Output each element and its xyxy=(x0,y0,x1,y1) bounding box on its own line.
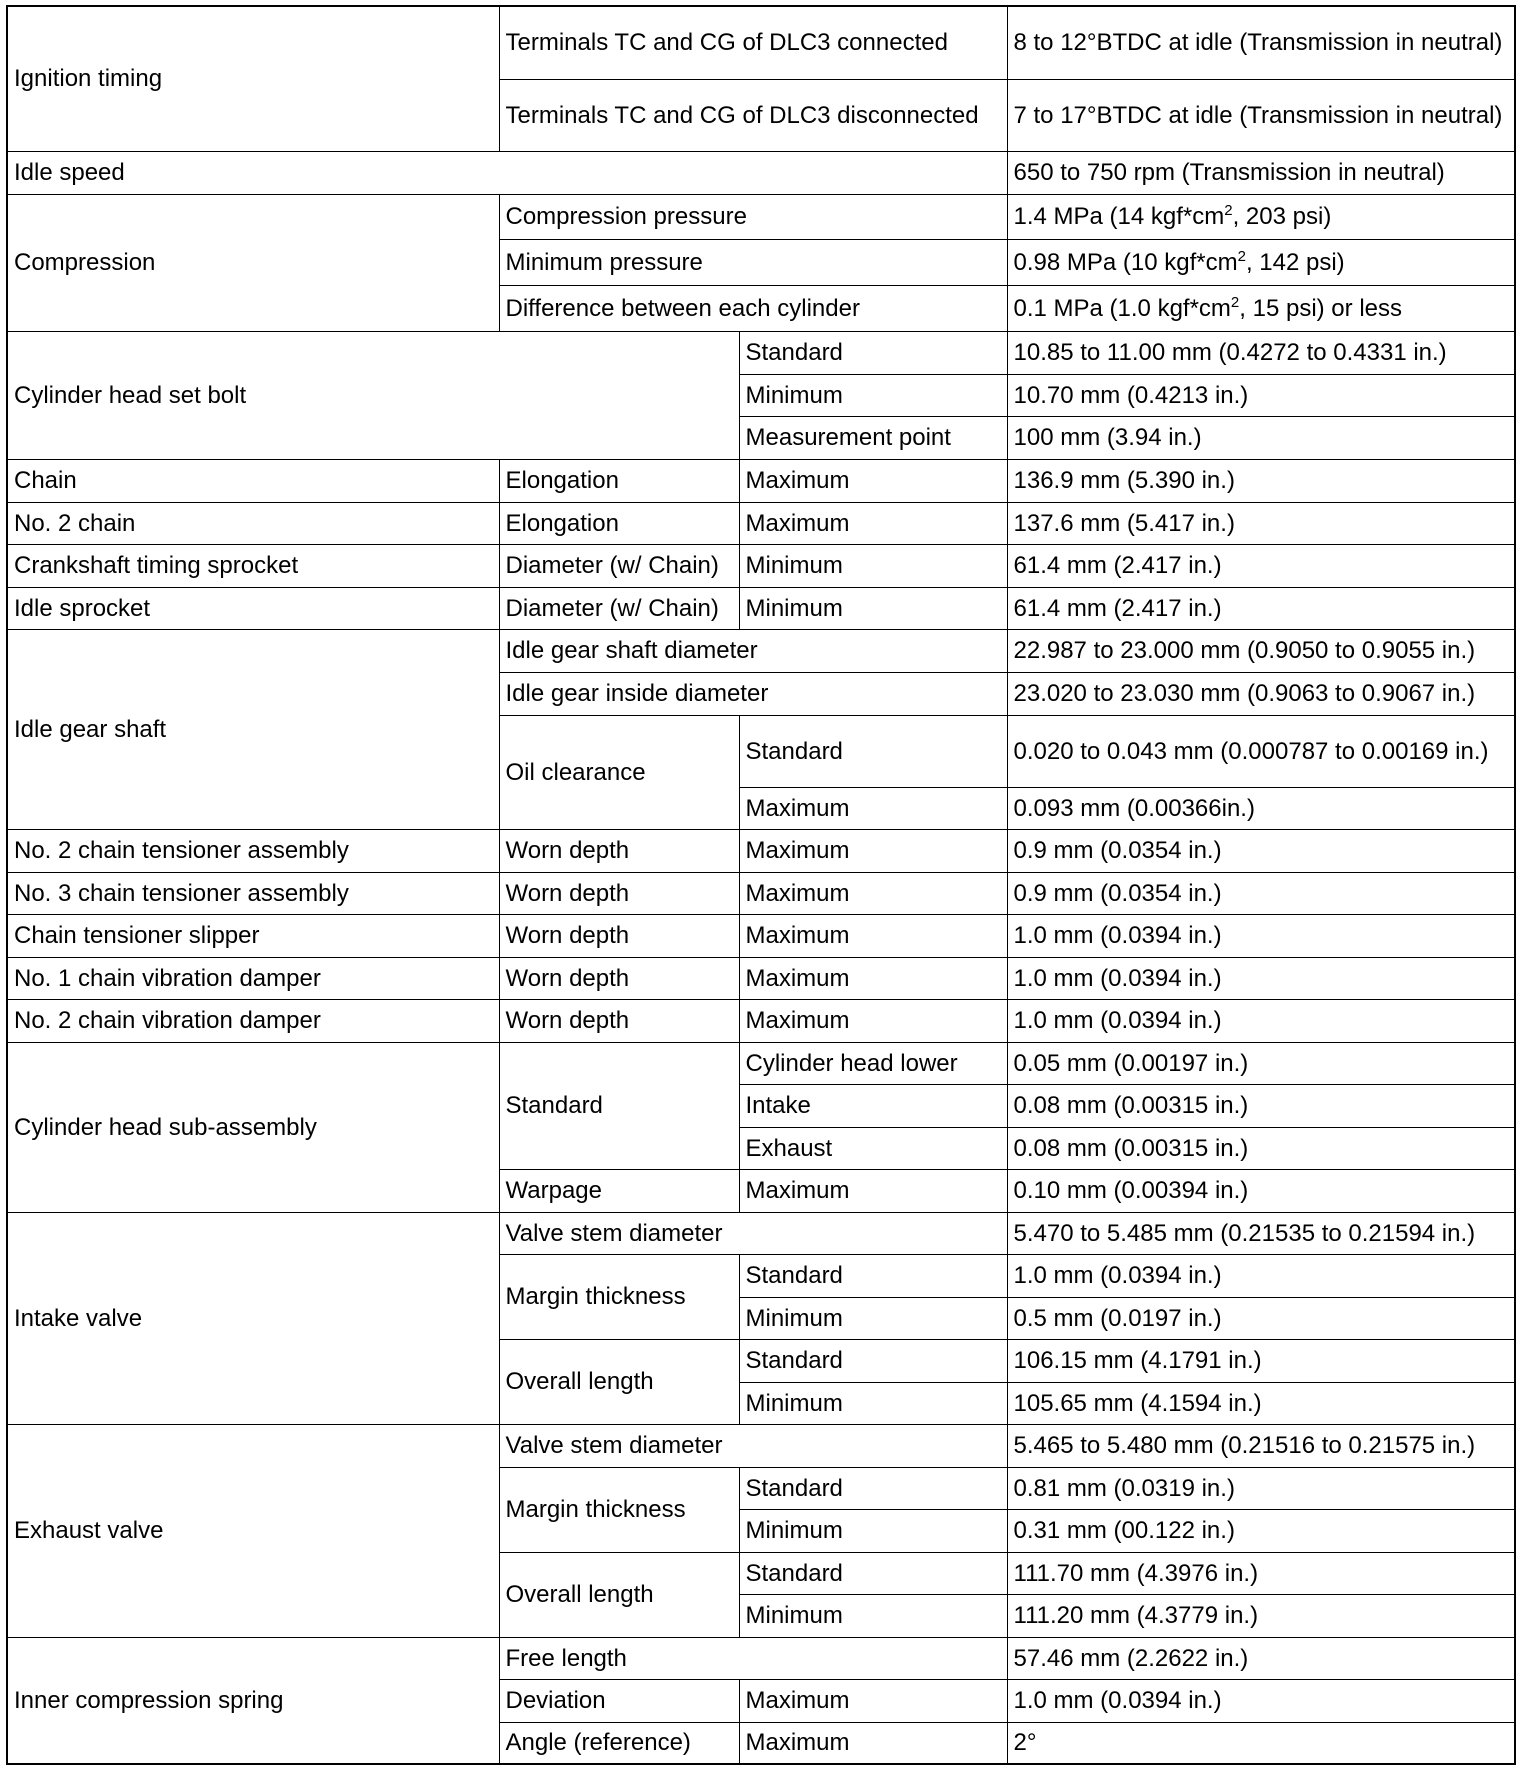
table-row xyxy=(7,872,1515,914)
oil-clearance-maximum-value: 0.093 mm (0.00366in.) xyxy=(1007,787,1515,829)
table-row xyxy=(7,331,1515,374)
dlc3-disconnected-condition: Terminals TC and CG of DLC3 disconnected xyxy=(499,79,1007,151)
dlc3-connected-condition: Terminals TC and CG of DLC3 connected xyxy=(499,6,1007,79)
idle-sprocket-label: Idle sprocket xyxy=(7,587,499,629)
angle-value: 2° xyxy=(1007,1722,1515,1764)
compression-pressure-label: Compression pressure xyxy=(499,194,1007,239)
exhaust-margin-min-value: 0.31 mm (00.122 in.) xyxy=(1007,1509,1515,1552)
exhaust-margin-min-label: Minimum xyxy=(739,1509,1007,1552)
chain-value: 136.9 mm (5.390 in.) xyxy=(1007,459,1515,502)
damper1-value: 1.0 mm (0.0394 in.) xyxy=(1007,957,1515,999)
exhaust-margin-std-value: 0.81 mm (0.0319 in.) xyxy=(1007,1467,1515,1509)
idle-sprocket-item: Diameter (w/ Chain) xyxy=(499,587,739,629)
dlc3-connected-value: 8 to 12°BTDC at idle (Transmission in neutral) xyxy=(1007,6,1515,79)
table-row xyxy=(7,502,1515,544)
head-exhaust-label: Exhaust xyxy=(739,1127,1007,1169)
intake-margin-min-value: 0.5 mm (0.0197 in.) xyxy=(1007,1297,1515,1339)
chain-limit: Maximum xyxy=(739,459,1007,502)
measurement-point-label: Measurement point xyxy=(739,416,1007,459)
intake-margin-label: Margin thickness xyxy=(499,1254,739,1339)
intake-margin-std-value: 1.0 mm (0.0394 in.) xyxy=(1007,1254,1515,1297)
intake-length-std-label: Standard xyxy=(739,1339,1007,1382)
table-row xyxy=(7,1424,1515,1467)
table-row xyxy=(7,1042,1515,1084)
cylinder-difference-value: 0.1 MPa (1.0 $kgf*cm^2$, 15 psi) or less xyxy=(1007,285,1515,331)
damper1-label: No. 1 chain vibration damper xyxy=(7,957,499,999)
tensioner2-limit: Maximum xyxy=(739,829,1007,872)
table-row xyxy=(7,151,1515,194)
table-row xyxy=(7,587,1515,629)
head-lower-label: Cylinder head lower xyxy=(739,1042,1007,1084)
cylinder-difference-label: Difference between each cylinder xyxy=(499,285,1007,331)
minimum-pressure-label: Minimum pressure xyxy=(499,239,1007,285)
slipper-limit: Maximum xyxy=(739,914,1007,957)
chain2-item: Elongation xyxy=(499,502,739,544)
head-lower-value: 0.05 mm (0.00197 in.) xyxy=(1007,1042,1515,1084)
idle-gear-inside-label: Idle gear inside diameter xyxy=(499,672,1007,715)
idle-sprocket-limit: Minimum xyxy=(739,587,1007,629)
warpage-value: 0.10 mm (0.00394 in.) xyxy=(1007,1169,1515,1212)
slipper-label: Chain tensioner slipper xyxy=(7,914,499,957)
oil-clearance-standard-label: Standard xyxy=(739,715,1007,787)
oil-clearance-maximum-label: Maximum xyxy=(739,787,1007,829)
exhaust-valve-label: Exhaust valve xyxy=(7,1424,499,1637)
damper2-item: Worn depth xyxy=(499,999,739,1042)
ignition-timing-label: Ignition timing xyxy=(7,6,499,151)
exhaust-length-label: Overall length xyxy=(499,1552,739,1637)
intake-length-std-value: 106.15 mm (4.1791 in.) xyxy=(1007,1339,1515,1382)
tensioner2-item: Worn depth xyxy=(499,829,739,872)
head-intake-label: Intake xyxy=(739,1084,1007,1127)
idle-gear-shaft-label: Idle gear shaft diameter xyxy=(499,629,1007,672)
crank-sprocket-label: Crankshaft timing sprocket xyxy=(7,544,499,587)
intake-valve-label: Intake valve xyxy=(7,1212,499,1424)
idle-gear-label: Idle gear shaft xyxy=(7,629,499,829)
exhaust-length-min-label: Minimum xyxy=(739,1594,1007,1637)
table-row xyxy=(7,459,1515,502)
head-intake-value: 0.08 mm (0.00315 in.) xyxy=(1007,1084,1515,1127)
damper1-limit: Maximum xyxy=(739,957,1007,999)
head-bolt-minimum-value: 10.70 mm (0.4213 in.) xyxy=(1007,374,1515,416)
chain-label: Chain xyxy=(7,459,499,502)
tensioner3-limit: Maximum xyxy=(739,872,1007,914)
deviation-label: Deviation xyxy=(499,1679,739,1722)
crank-sprocket-item: Diameter (w/ Chain) xyxy=(499,544,739,587)
exhaust-stem-label: Valve stem diameter xyxy=(499,1424,1007,1467)
head-bolt-minimum-label: Minimum xyxy=(739,374,1007,416)
intake-length-min-label: Minimum xyxy=(739,1382,1007,1424)
table-row xyxy=(7,194,1515,239)
head-bolt-standard-value: 10.85 to 11.00 mm (0.4272 to 0.4331 in.) xyxy=(1007,331,1515,374)
exhaust-length-std-label: Standard xyxy=(739,1552,1007,1594)
crank-sprocket-limit: Minimum xyxy=(739,544,1007,587)
specification-table xyxy=(6,5,1516,1765)
exhaust-length-std-value: 111.70 mm (4.3976 in.) xyxy=(1007,1552,1515,1594)
damper1-item: Worn depth xyxy=(499,957,739,999)
compression-pressure-value: 1.4 MPa (14 $kgf*cm^2$, 203 psi) xyxy=(1007,194,1515,239)
damper2-limit: Maximum xyxy=(739,999,1007,1042)
intake-stem-value: 5.470 to 5.485 mm (0.21535 to 0.21594 in.) xyxy=(1007,1212,1515,1254)
deviation-limit: Maximum xyxy=(739,1679,1007,1722)
oil-clearance-standard-value: 0.020 to 0.043 mm (0.000787 to 0.00169 in.) xyxy=(1007,715,1515,787)
exhaust-length-min-value: 111.20 mm (4.3779 in.) xyxy=(1007,1594,1515,1637)
compression-label: Compression xyxy=(7,194,499,331)
idle-gear-shaft-value: 22.987 to 23.000 mm (0.9050 to 0.9055 in.) xyxy=(1007,629,1515,672)
exhaust-margin-std-label: Standard xyxy=(739,1467,1007,1509)
crank-sprocket-value: 61.4 mm (2.417 in.) xyxy=(1007,544,1515,587)
head-sub-standard-label: Standard xyxy=(499,1042,739,1169)
damper2-label: No. 2 chain vibration damper xyxy=(7,999,499,1042)
chain2-value: 137.6 mm (5.417 in.) xyxy=(1007,502,1515,544)
table-row xyxy=(7,629,1515,672)
warpage-limit: Maximum xyxy=(739,1169,1007,1212)
chain2-limit: Maximum xyxy=(739,502,1007,544)
intake-length-label: Overall length xyxy=(499,1339,739,1424)
table-row xyxy=(7,1637,1515,1679)
idle-sprocket-value: 61.4 mm (2.417 in.) xyxy=(1007,587,1515,629)
idle-speed-label: Idle speed xyxy=(7,151,1007,194)
exhaust-margin-label: Margin thickness xyxy=(499,1467,739,1552)
intake-stem-label: Valve stem diameter xyxy=(499,1212,1007,1254)
tensioner3-item: Worn depth xyxy=(499,872,739,914)
slipper-value: 1.0 mm (0.0394 in.) xyxy=(1007,914,1515,957)
chain-item: Elongation xyxy=(499,459,739,502)
table-row xyxy=(7,914,1515,957)
table-row xyxy=(7,6,1515,79)
idle-gear-inside-value: 23.020 to 23.030 mm (0.9063 to 0.9067 in.) xyxy=(1007,672,1515,715)
angle-limit: Maximum xyxy=(739,1722,1007,1764)
intake-margin-min-label: Minimum xyxy=(739,1297,1007,1339)
free-length-label: Free length xyxy=(499,1637,1007,1679)
measurement-point-value: 100 mm (3.94 in.) xyxy=(1007,416,1515,459)
tensioner3-label: No. 3 chain tensioner assembly xyxy=(7,872,499,914)
table-row xyxy=(7,829,1515,872)
tensioner2-value: 0.9 mm (0.0354 in.) xyxy=(1007,829,1515,872)
exhaust-stem-value: 5.465 to 5.480 mm (0.21516 to 0.21575 in.) xyxy=(1007,1424,1515,1467)
head-sub-label: Cylinder head sub-assembly xyxy=(7,1042,499,1212)
chain2-label: No. 2 chain xyxy=(7,502,499,544)
table-row xyxy=(7,999,1515,1042)
table-row xyxy=(7,957,1515,999)
deviation-value: 1.0 mm (0.0394 in.) xyxy=(1007,1679,1515,1722)
intake-length-min-value: 105.65 mm (4.1594 in.) xyxy=(1007,1382,1515,1424)
tensioner3-value: 0.9 mm (0.0354 in.) xyxy=(1007,872,1515,914)
dlc3-disconnected-value: 7 to 17°BTDC at idle (Transmission in neutral) xyxy=(1007,79,1515,151)
damper2-value: 1.0 mm (0.0394 in.) xyxy=(1007,999,1515,1042)
idle-speed-value: 650 to 750 rpm (Transmission in neutral) xyxy=(1007,151,1515,194)
angle-label: Angle (reference) xyxy=(499,1722,739,1764)
warpage-label: Warpage xyxy=(499,1169,739,1212)
table-row xyxy=(7,1212,1515,1254)
tensioner2-label: No. 2 chain tensioner assembly xyxy=(7,829,499,872)
slipper-item: Worn depth xyxy=(499,914,739,957)
spring-label: Inner compression spring xyxy=(7,1637,499,1764)
head-exhaust-value: 0.08 mm (0.00315 in.) xyxy=(1007,1127,1515,1169)
intake-margin-std-label: Standard xyxy=(739,1254,1007,1297)
head-bolt-label: Cylinder head set bolt xyxy=(7,331,739,459)
oil-clearance-label: Oil clearance xyxy=(499,715,739,829)
head-bolt-standard-label: Standard xyxy=(739,331,1007,374)
table-row xyxy=(7,544,1515,587)
minimum-pressure-value: 0.98 MPa (10 $kgf*cm^2$, 142 psi) xyxy=(1007,239,1515,285)
free-length-value: 57.46 mm (2.2622 in.) xyxy=(1007,1637,1515,1679)
